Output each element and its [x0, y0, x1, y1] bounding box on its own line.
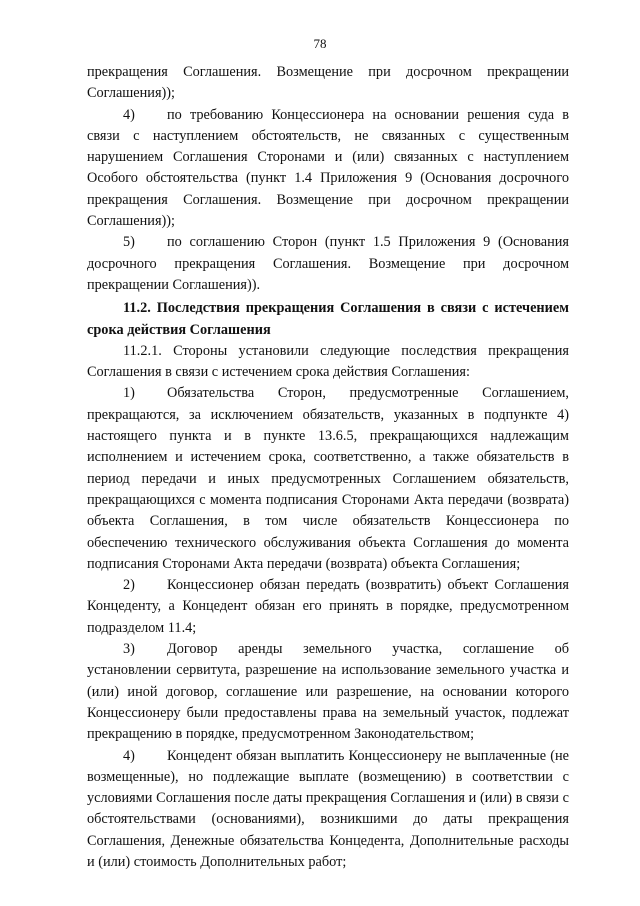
clause-number: 11.2.1.: [123, 342, 162, 359]
list-item-text: Обязательства Сторон, предусмотренные Соглашением, прекращаются, за исключением обязательств, указанных в подпункте 4) настоящего пункта и в пункте 13.6.5, прекращающихся надлежащим исполнением и истечением срока, соответственно, а также обязательств в период передачи и иных предусмотренных Соглашением обязательств, прекращающихся с момента подписания Сторонами Акта передачи (возврата) объекта Соглашения, в том числе обязательств Концессионера по обеспечению технического обслуживания объекта Соглашения до момента подписания Сторонами Акта передачи (возврата) объекта Соглашения;: [87, 385, 569, 572]
list-item-text: по требованию Концессионера на основании решения суда в связи с наступлением обстоятельств, не связанных с существенным нарушением Соглашения Сторонами и (или) связанных с наступлением Особого обстоятельства (пункт 1.4 Приложения 9 (Основания досрочного прекращения Соглашения. Возмещение при досрочном прекращении Соглашения));: [87, 106, 569, 230]
list-item-number: 4): [123, 106, 135, 123]
list-item-number: 1): [123, 385, 135, 402]
paragraph-text: прекращения Соглашения. Возмещение при досрочном прекращении Соглашения));: [87, 64, 569, 102]
list-item-4: [87, 105, 569, 233]
list-item-number: 4): [123, 747, 135, 764]
consequence-item-4: [87, 746, 569, 874]
list-item-text: Договор аренды земельного участка, соглашение об установлении сервитута, разрешение на использование земельного участка и (или) иной договор, соглашение или разрешение, на основании которого Концессионеру были предоставлены права на земельный участок, подлежат прекращению в порядке, предусмотренном Законодательством;: [87, 641, 569, 743]
paragraph-continuation: [87, 62, 569, 105]
page-number: 78: [313, 36, 327, 51]
list-item-text: по соглашению Сторон (пункт 1.5 Приложения 9 (Основания досрочного прекращения Соглашения. Возмещение при досрочном прекращении Соглашения)).: [87, 234, 569, 293]
clause-11-2-1: [87, 341, 569, 384]
section-heading-11-2: [87, 298, 569, 341]
list-item-number: 2): [123, 577, 135, 594]
page-body: [87, 62, 569, 873]
list-item-text: Концессионер обязан передать (возвратить) объект Соглашения Концеденту, а Концедент обязан его принять в порядке, предусмотренном подразделом 11.4;: [87, 577, 569, 636]
consequence-item-1: [87, 383, 569, 575]
consequence-item-3: [87, 639, 569, 745]
clause-text: Стороны установили следующие последствия прекращения Соглашения в связи с истечением срока действия Соглашения:: [87, 342, 569, 381]
section-title: Последствия прекращения Соглашения в связи с истечением срока действия Соглашения: [87, 300, 569, 338]
list-item-text: Концедент обязан выплатить Концессионеру не выплаченные (не возмещенные), но подлежащие выплате (возмещению) в соответствии с условиями Соглашения после даты прекращения Соглашения и (или) в связи с обстоятельствами (основаниями), возникшими до даты прекращения Соглашения, Денежные обязательства Концедента, Дополнительные расходы и (или) стоимость Дополнительных работ;: [87, 747, 569, 870]
consequence-item-2: [87, 575, 569, 639]
list-item-number: 5): [123, 234, 135, 251]
list-item-number: 3): [123, 641, 135, 658]
section-number: 11.2.: [123, 300, 151, 317]
list-item-5: [87, 232, 569, 296]
